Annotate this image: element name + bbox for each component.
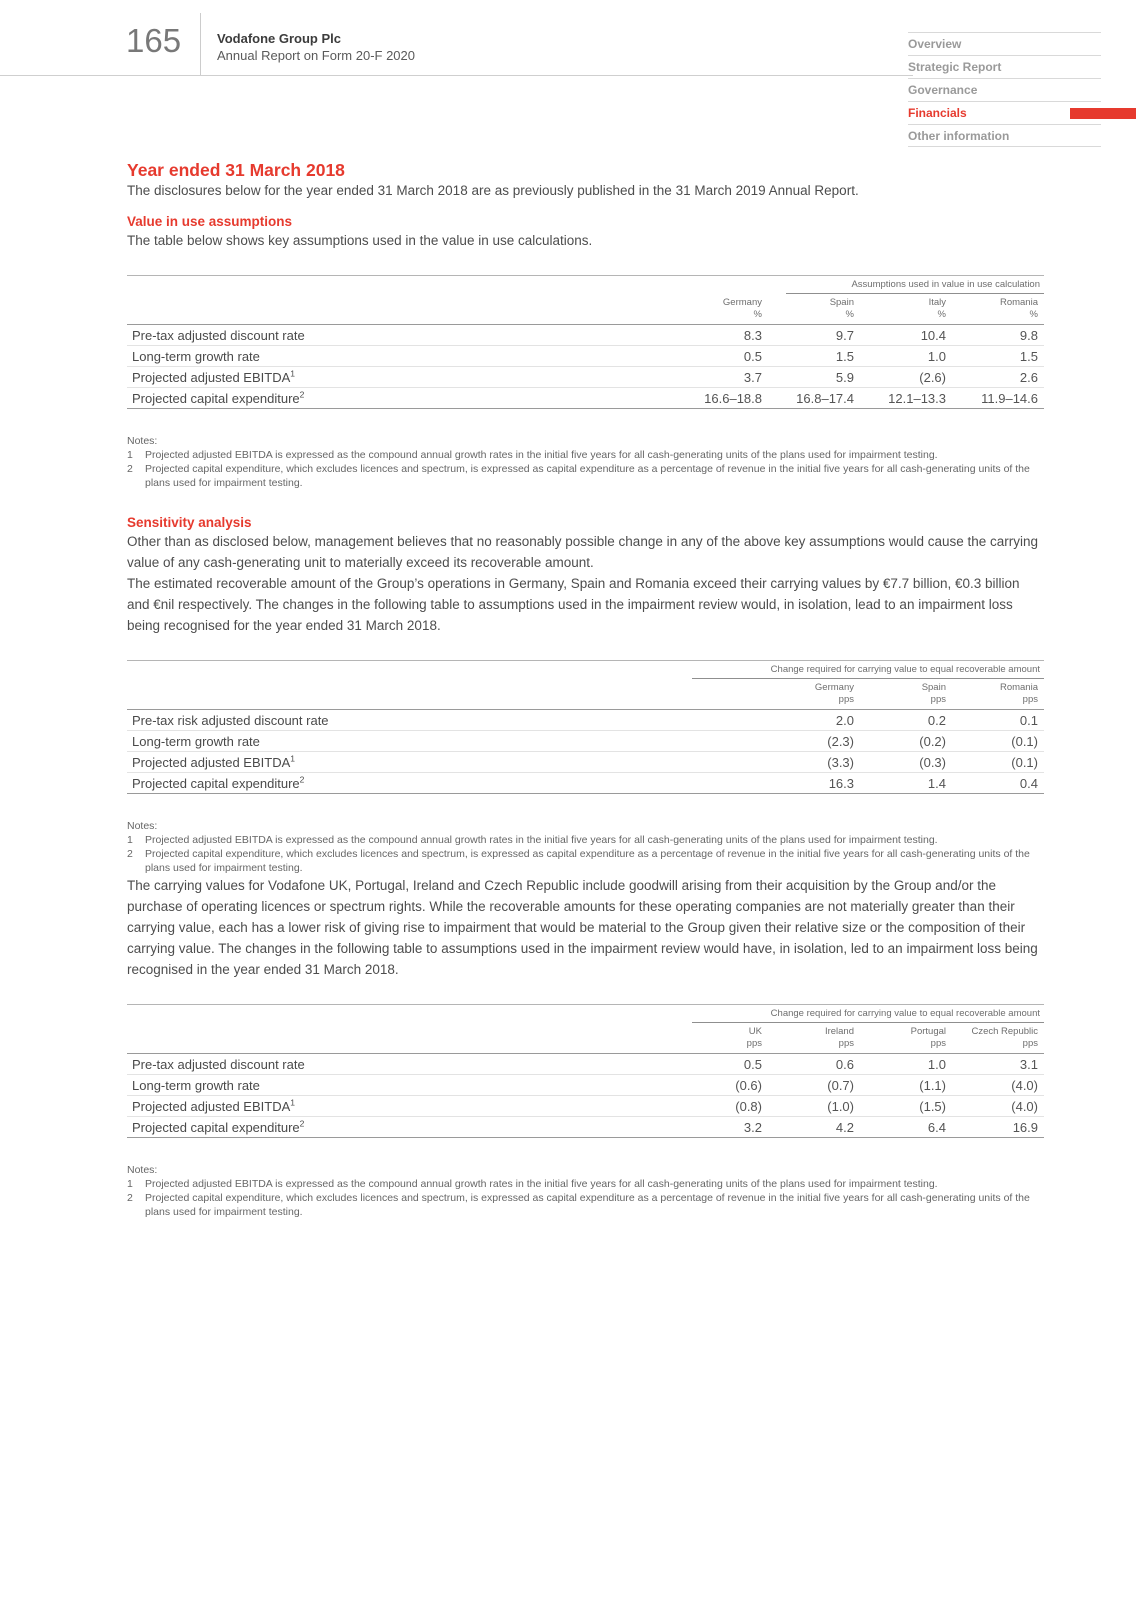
note-item <box>127 833 1044 847</box>
sensitivity-paragraph-1: Other than as disclosed below, management believes that no reasonably possible change in any of the above key assumptions would cause the carrying value of any cash-generating unit to materially exceed its recoverable amount. <box>127 534 1039 570</box>
note-number: 1 <box>127 834 133 846</box>
table-row <box>127 1075 1044 1096</box>
cell-value: 2.0 <box>768 710 860 731</box>
row-label-header <box>127 1023 676 1038</box>
footnote-ref: 1 <box>290 753 295 764</box>
column-unit: pps <box>676 1038 768 1054</box>
page-number: 165 <box>126 22 182 59</box>
notes-block <box>127 819 1044 875</box>
column-header-row <box>127 679 1044 694</box>
column-unit: % <box>676 309 768 325</box>
column-header-row <box>127 1023 1044 1038</box>
cell-value: 16.6–18.8 <box>676 388 768 409</box>
footnote-ref: 1 <box>290 368 295 379</box>
cell-value: 11.9–14.6 <box>952 388 1044 409</box>
column-unit-row <box>127 1038 1044 1054</box>
table-spanner-heading: Change required for carrying value to equal recoverable amount <box>692 664 1044 679</box>
column-unit: % <box>768 309 860 325</box>
table-row <box>127 710 1044 731</box>
note-item <box>127 1177 1044 1191</box>
cell-value: 1.4 <box>860 773 952 794</box>
cell-value: (1.5) <box>860 1096 952 1117</box>
notes-title: Notes: <box>127 1164 158 1176</box>
cell-value: (0.1) <box>952 731 1044 752</box>
row-label: Projected capital expenditure$^2$ <box>127 1117 676 1138</box>
column-header: Germany <box>722 297 762 308</box>
table-row <box>127 773 1044 794</box>
table-row <box>127 367 1044 388</box>
value-in-use-text: The table below shows key assumptions used in the value in use calculations. <box>127 233 593 248</box>
cell-value: 1.5 <box>952 346 1044 367</box>
column-header: Italy <box>928 297 946 308</box>
footnote-ref: 1 <box>290 1097 295 1108</box>
cell-value: 3.7 <box>676 367 768 388</box>
cell-value: (1.1) <box>860 1075 952 1096</box>
header-divider <box>200 13 201 75</box>
column-header: UK <box>748 1026 762 1037</box>
table-spanner-heading: Change required for carrying value to equal recoverable amount <box>692 1008 1044 1023</box>
table-row <box>127 1096 1044 1117</box>
nav-item-financials[interactable] <box>908 101 1101 124</box>
nav-item-label: Governance <box>908 83 978 97</box>
note-text: Projected adjusted EBITDA is expressed as the compound annual growth rates in the initial five years for all cash-generating units of the plans used for impairment testing. <box>145 449 938 461</box>
row-label: Projected capital expenditure$^2$ <box>127 388 676 409</box>
column-header: Germany <box>814 682 854 693</box>
column-header: Spain <box>829 297 854 308</box>
cell-value: 0.1 <box>952 710 1044 731</box>
nav-item-strategic-report[interactable] <box>908 55 1101 78</box>
cell-value: (3.3) <box>768 752 860 773</box>
cell-value: 3.2 <box>676 1117 768 1138</box>
nav-item-overview[interactable] <box>908 32 1101 55</box>
page-content <box>0 161 1136 1219</box>
row-label: Projected adjusted EBITDA$^1$ <box>127 367 676 388</box>
cell-value: 8.3 <box>676 325 768 346</box>
row-label: Long-term growth rate <box>127 346 676 367</box>
header-rule <box>0 75 913 76</box>
column-unit: % <box>860 309 952 325</box>
value-in-use-assumptions-table <box>127 275 1044 409</box>
cell-value: 1.0 <box>860 1054 952 1075</box>
notes-block <box>127 1163 1044 1219</box>
column-header: Ireland <box>824 1026 854 1037</box>
cell-value: (2.6) <box>860 367 952 388</box>
row-label-header <box>127 294 676 309</box>
note-text: Projected capital expenditure, which excludes licences and spectrum, is expressed as capital expenditure as a percentage of revenue in the initial five years for all cash-generating units of the plans used for impairment testing. <box>145 463 1030 489</box>
note-item <box>127 847 1044 875</box>
cell-value: (0.1) <box>952 752 1044 773</box>
cell-value: 0.6 <box>768 1054 860 1075</box>
table-row <box>127 346 1044 367</box>
column-unit: pps <box>952 694 1044 710</box>
column-unit: pps <box>768 1038 860 1054</box>
section-nav <box>908 32 1101 147</box>
footnote-ref: 2 <box>299 389 305 400</box>
cell-value: 3.1 <box>952 1054 1044 1075</box>
table-row <box>127 325 1044 346</box>
table-spanner-heading: Assumptions used in value in use calculation <box>786 279 1044 294</box>
table-row <box>127 752 1044 773</box>
row-label: Projected adjusted EBITDA$^1$ <box>127 752 768 773</box>
cell-value: (0.6) <box>676 1075 768 1096</box>
heading-sensitivity: Sensitivity analysis <box>127 515 252 530</box>
cell-value: 16.8–17.4 <box>768 388 860 409</box>
nav-item-label: Other information <box>908 129 1010 143</box>
note-text: Projected adjusted EBITDA is expressed as the compound annual growth rates in the initial five years for all cash-generating units of the plans used for impairment testing. <box>145 1178 938 1190</box>
column-header: Portugal <box>910 1026 946 1037</box>
note-text: Projected capital expenditure, which excludes licences and spectrum, is expressed as capital expenditure as a percentage of revenue in the initial five years for all cash-generating units of the plans used for impairment testing. <box>145 1192 1030 1218</box>
cell-value: (0.8) <box>676 1096 768 1117</box>
cell-value: 4.2 <box>768 1117 860 1138</box>
row-label: Pre-tax risk adjusted discount rate <box>127 710 768 731</box>
table-row <box>127 1054 1044 1075</box>
cell-value: (4.0) <box>952 1075 1044 1096</box>
note-number: 2 <box>127 848 133 860</box>
cell-value: 2.6 <box>952 367 1044 388</box>
note-number: 1 <box>127 449 133 461</box>
column-header: Romania <box>999 682 1038 693</box>
row-label: Pre-tax adjusted discount rate <box>127 1054 676 1075</box>
carrying-values-paragraph: The carrying values for Vodafone UK, Portugal, Ireland and Czech Republic include goodwill arising from their acquisition by the Group and/or the purchase of operating licences or spectrum rights. While the recoverable amounts for these operating companies are not materially greater than their carrying value, each has a lower risk of giving rise to impairment that would be material to the Group given their relative size or the composition of their carrying value. The changes in the following table to assumptions used in the impairment review would have, in isolation, led to an impairment loss being recognised in the year ended 31 March 2018. <box>127 878 1038 977</box>
table-row <box>127 1117 1044 1138</box>
note-text: Projected capital expenditure, which excludes licences and spectrum, is expressed as capital expenditure as a percentage of revenue in the initial five years for all cash-generating units of the plans used for impairment testing. <box>145 848 1030 874</box>
cell-value: (2.3) <box>768 731 860 752</box>
nav-item-label: Strategic Report <box>908 60 1002 74</box>
column-unit: % <box>952 309 1044 325</box>
note-number: 2 <box>127 1192 133 1204</box>
sensitivity-paragraph-2: The estimated recoverable amount of the Group’s operations in Germany, Spain and Romania exceed their carrying values by €7.7 billion, €0.3 billion and €nil respectively. The changes in the following table to assumptions used in the impairment review would, in isolation, lead to an impairment loss being recognised for the year ended 31 March 2018. <box>127 576 1020 633</box>
row-label-unit-header <box>127 1038 676 1054</box>
cell-value: 0.2 <box>860 710 952 731</box>
table-spanner-row <box>127 1004 1044 1023</box>
cell-value: (1.0) <box>768 1096 860 1117</box>
footnote-ref: 2 <box>299 774 305 785</box>
cell-value: 9.8 <box>952 325 1044 346</box>
table-spanner-row <box>127 275 1044 294</box>
cell-value: (0.7) <box>768 1075 860 1096</box>
column-header: Romania <box>999 297 1038 308</box>
column-header-row <box>127 294 1044 309</box>
column-header: Czech Republic <box>971 1026 1038 1037</box>
nav-item-label: Overview <box>908 37 962 51</box>
cell-value: 9.7 <box>768 325 860 346</box>
note-item <box>127 462 1044 490</box>
intro-paragraph: The disclosures below for the year ended 31 March 2018 are as previously published in the 31 March 2019 Annual Report. <box>127 183 859 198</box>
page-title: Year ended 31 March 2018 <box>127 160 345 180</box>
notes-title: Notes: <box>127 820 158 832</box>
sensitivity-uk-ireland-portugal-czech-table <box>127 1004 1044 1138</box>
data-table <box>127 1023 1044 1138</box>
document-identity <box>217 31 415 63</box>
cell-value: 12.1–13.3 <box>860 388 952 409</box>
row-label: Pre-tax adjusted discount rate <box>127 325 676 346</box>
note-item <box>127 1191 1044 1219</box>
note-item <box>127 448 1044 462</box>
table-row <box>127 731 1044 752</box>
page-header <box>0 0 1136 143</box>
cell-value: 0.5 <box>676 346 768 367</box>
note-number: 2 <box>127 463 133 475</box>
nav-item-governance[interactable] <box>908 78 1101 101</box>
cell-value: (4.0) <box>952 1096 1044 1117</box>
footnote-ref: 2 <box>299 1118 305 1129</box>
column-header: Spain <box>921 682 946 693</box>
cell-value: 1.5 <box>768 346 860 367</box>
row-label-unit-header <box>127 694 768 710</box>
cell-value: 5.9 <box>768 367 860 388</box>
cell-value: 0.4 <box>952 773 1044 794</box>
cell-value: (0.2) <box>860 731 952 752</box>
column-unit-row <box>127 309 1044 325</box>
column-unit: pps <box>860 694 952 710</box>
column-unit: pps <box>952 1038 1044 1054</box>
table-spanner-row <box>127 660 1044 679</box>
note-text: Projected adjusted EBITDA is expressed as the compound annual growth rates in the initial five years for all cash-generating units of the plans used for impairment testing. <box>145 834 938 846</box>
table-row <box>127 388 1044 409</box>
notes-block <box>127 434 1044 490</box>
column-unit-row <box>127 694 1044 710</box>
report-title: Annual Report on Form 20-F 2020 <box>217 48 415 63</box>
data-table <box>127 679 1044 794</box>
nav-item-label: Financials <box>908 106 967 120</box>
cell-value: 0.5 <box>676 1054 768 1075</box>
row-label-header <box>127 679 768 694</box>
row-label-unit-header <box>127 309 676 325</box>
row-label: Long-term growth rate <box>127 1075 676 1096</box>
cell-value: 16.3 <box>768 773 860 794</box>
nav-item-other-information[interactable] <box>908 124 1101 147</box>
cell-value: 10.4 <box>860 325 952 346</box>
column-unit: pps <box>860 1038 952 1054</box>
column-unit: pps <box>768 694 860 710</box>
active-section-marker <box>1070 108 1136 119</box>
sensitivity-germany-spain-romania-table <box>127 660 1044 794</box>
company-name: Vodafone Group Plc <box>217 31 341 46</box>
cell-value: (0.3) <box>860 752 952 773</box>
data-table <box>127 294 1044 409</box>
notes-title: Notes: <box>127 435 158 447</box>
row-label: Long-term growth rate <box>127 731 768 752</box>
cell-value: 6.4 <box>860 1117 952 1138</box>
row-label: Projected adjusted EBITDA$^1$ <box>127 1096 676 1117</box>
note-number: 1 <box>127 1178 133 1190</box>
cell-value: 16.9 <box>952 1117 1044 1138</box>
row-label: Projected capital expenditure$^2$ <box>127 773 768 794</box>
heading-value-in-use: Value in use assumptions <box>127 214 293 229</box>
cell-value: 1.0 <box>860 346 952 367</box>
